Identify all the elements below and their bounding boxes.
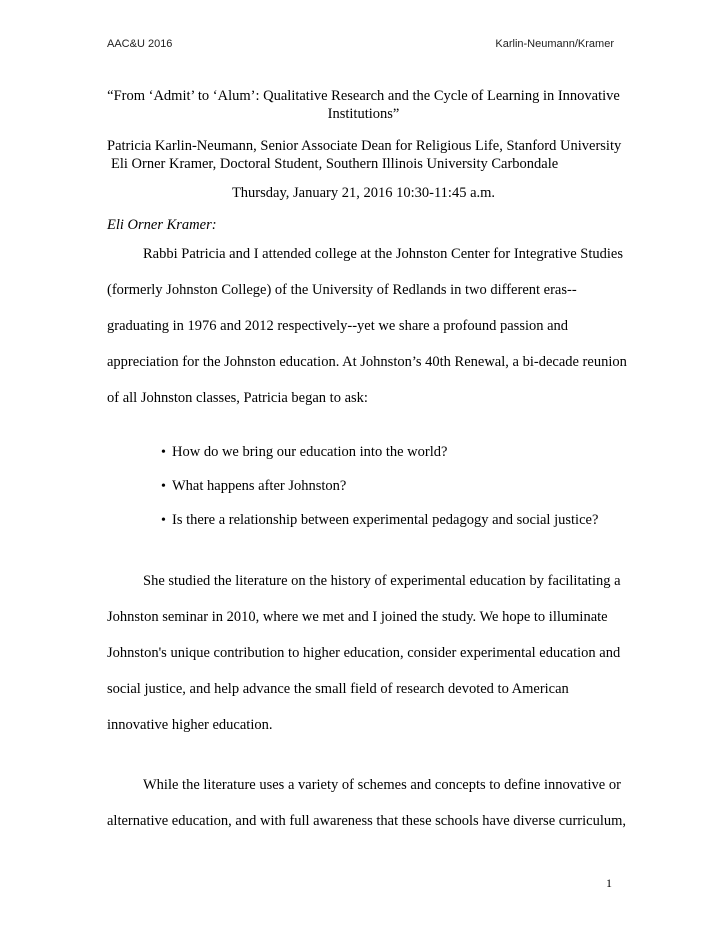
paragraph-1-line: of all Johnston classes, Patricia began to ask: xyxy=(107,390,368,406)
paragraph-1-line: appreciation for the Johnston education. At Johnston’s 40th Renewal, a bi-decade reunion xyxy=(107,354,627,370)
document-title: “From ‘Admit’ to ‘Alum’: Qualitative Research and the Cycle of Learning in Innovative Institutions” xyxy=(107,88,620,122)
bullet-item xyxy=(161,477,346,496)
running-header-left: AAC&U 2016 xyxy=(107,38,173,50)
paragraph-1-line: Rabbi Patricia and I attended college at the Johnston Center for Integrative Studies xyxy=(143,246,623,262)
bullet-item xyxy=(161,443,447,462)
bullet-item xyxy=(161,511,598,530)
paragraph-3-line: While the literature uses a variety of schemes and concepts to define innovative or xyxy=(143,777,621,793)
paragraph-2-line: She studied the literature on the history of experimental education by facilitating a xyxy=(143,573,621,589)
paragraph-3-line: alternative education, and with full awareness that these schools have diverse curriculum, xyxy=(107,813,626,829)
session-date: Thursday, January 21, 2016 10:30-11:45 a.m. xyxy=(231,185,496,201)
bullet-text: What happens after Johnston? xyxy=(172,478,347,494)
speaker-name: Eli Orner Kramer: xyxy=(107,217,217,233)
bullet-icon: • xyxy=(161,513,166,528)
bullet-text: Is there a relationship between experimental pedagogy and social justice? xyxy=(172,512,599,528)
paragraph-2-line: Johnston's unique contribution to higher education, consider experimental education and xyxy=(107,645,621,661)
running-header-right: Karlin-Neumann/Kramer xyxy=(495,38,614,50)
paragraph-2-line: social justice, and help advance the small field of research devoted to American xyxy=(107,681,569,697)
paragraph-1-line: graduating in 1976 and 2012 respectively--yet we share a profound passion and xyxy=(107,318,569,334)
bullet-text: How do we bring our education into the world? xyxy=(172,444,448,460)
paragraph-2-line: innovative higher education. xyxy=(107,717,273,733)
paragraph-1-line: (formerly Johnston College) of the University of Redlands in two different eras-- xyxy=(107,282,577,298)
page-number: 1 xyxy=(606,876,612,890)
paragraph-2-line: Johnston seminar in 2010, where we met and I joined the study. We hope to illuminate xyxy=(107,609,608,625)
bullet-icon: • xyxy=(161,445,166,460)
bullet-icon: • xyxy=(161,479,166,494)
author-line-1: Patricia Karlin-Neumann, Senior Associate Dean for Religious Life, Stanford University xyxy=(107,138,622,154)
author-line-2: Eli Orner Kramer, Doctoral Student, Southern Illinois University Carbondale xyxy=(111,156,559,172)
